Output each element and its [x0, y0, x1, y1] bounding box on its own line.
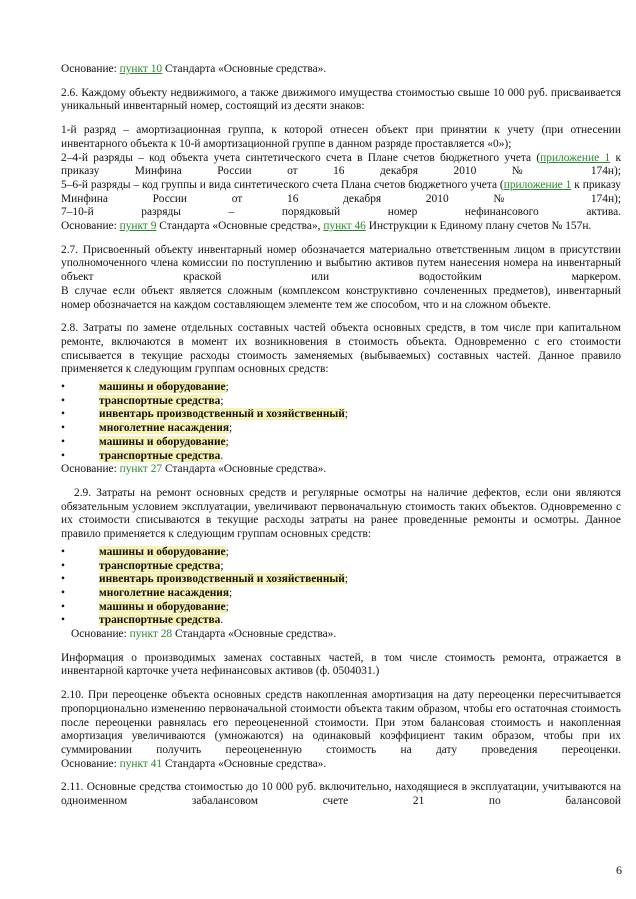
digit-line-2: 2–4-й разряды – код объекта учета синтетического счета в Плане счетов бюджетного учета (приложение 1 к приказу Минфина России от 16 декабря 2010 № 174н); — [61, 151, 621, 178]
standard-link-point-41[interactable]: пункт 41 — [119, 757, 163, 770]
list-item: • транспортные средства. — [61, 614, 224, 627]
bullet-icon: • — [61, 449, 65, 462]
bullet-icon: • — [61, 408, 65, 421]
bullet-icon: • — [61, 435, 65, 448]
digit-line-1: 1-й разряд – амортизационная группа, к которой отнесен объект при принятии к учету (при отнесении инвентарного объекта к 10-й амортизационной группе в данном разряде проставляется «0»); — [61, 124, 621, 150]
list-item: • инвентарь производственный и хозяйственный; — [61, 408, 349, 421]
list-item: • инвентарь производственный и хозяйственный; — [61, 573, 349, 586]
asset-group-list — [61, 381, 621, 463]
paragraph-2-7 — [61, 244, 621, 313]
list-item: • машины и оборудование; — [61, 381, 229, 394]
inventory-number-digits — [61, 124, 621, 234]
basis-text: Стандарта «Основные средства». — [162, 63, 327, 75]
bullet-icon: • — [61, 422, 65, 435]
list-item: • транспортные средства. — [61, 449, 224, 462]
paragraph-repair-info: Информация о производимых заменах составных частей, в том числе стоимость ремонта, отражается в инвентарной карточке учета нефинансовых активов (ф. 0504031.) — [61, 651, 621, 678]
list-item: • машины и оборудование; — [61, 600, 229, 613]
bullet-icon: • — [61, 600, 65, 613]
paragraph-2-7-line-2: В случае если объект является сложным (комплексом конструктивно сочлененных предметов), инвентарный номер обозначается на каждом составляющем элементе тем же способом, что и на сложном объекте. — [61, 284, 621, 311]
paragraph-2-6: 2.6. Каждому объекту недвижимого, а также движимого имущества стоимостью свыше 10 000 руб. присваивается уникальный инвентарный номер, состоящий из десяти знаков: — [61, 86, 621, 113]
list-item: • машины и оборудование; — [61, 435, 229, 448]
list-item: • машины и оборудование; — [61, 545, 229, 558]
bullet-icon: • — [61, 573, 65, 586]
asset-group-list — [61, 546, 621, 628]
list-item: • многолетние насаждения; — [61, 586, 233, 599]
instruction-link-point-46[interactable]: пункт 46 — [323, 220, 366, 233]
bullet-icon: • — [61, 559, 65, 572]
paragraph-2-8: 2.8. Затраты по замене отдельных составных частей объекта основных средств, в том числе при капитальном ремонте, включаются в момент их возникновения в стоимость объекта. Одновременно с его стоимости списывается в текущие расходы стоимость заменяемых (выбываемых) составных частей. Данное правило применяется к следующим группам основных средств: — [61, 322, 621, 376]
standard-link-point-27[interactable]: пункт 27 — [119, 463, 163, 476]
basis-paragraph: Основание: пункт 9 Стандарта «Основные средства», пункт 46 Инструкции к Единому плану счетов № 157н. — [61, 220, 592, 233]
basis-paragraph: Основание: пункт 28 Стандарта «Основные средства». — [71, 628, 337, 641]
paragraph-2-9: 2.9. Затраты на ремонт основных средств и регулярные осмотры на наличие дефектов, если они являются обязательным условием эксплуатации, увеличивают первоначальную стоимость таких объектов. Одновременно с их стоимости списываются в текущие расходы затраты на ранее проведенные ремонты и осмотры. Данное правило применяется к следующим группам основных средств: — [61, 486, 621, 541]
paragraph-2-11: 2.11. Основные средства стоимостью до 10 000 руб. включительно, находящиеся в эксплуатации, учитываются на одноименном забалансовом счете 21 по балансовой — [61, 781, 621, 808]
digit-line-3: 5–6-й разряды – код группы и вида синтетического счета Плана счетов бюджетного учета (приложение 1 к приказу Минфина России от 16 декабря 2010 № 174н); — [61, 178, 621, 205]
bullet-icon: • — [61, 381, 65, 394]
bullet-icon: • — [61, 586, 65, 599]
bullet-icon: • — [61, 394, 65, 407]
appendix-link[interactable]: приложение 1 — [540, 151, 611, 164]
basis-label: Основание: — [61, 63, 120, 75]
basis-paragraph: Основание: пункт 27 Стандарта «Основные средства». — [61, 463, 327, 476]
basis-paragraph — [61, 63, 621, 77]
basis-paragraph: Основание: пункт 41 Стандарта «Основные средства». — [61, 757, 327, 770]
paragraph-2-10: 2.10. При переоценке объекта основных средств накопленная амортизация на дату переоценки пересчитывается пропорционально изменению первоначальной стоимости объекта таким образом, чтобы его остаточная стоимость после переоценки равнялась его переоцененной стоимости. При этом балансовая стоимость и накопленная амортизация увеличиваются (умножаются) на одинаковый коэффициент таким образом, чтобы при их суммировании получить переоцененную стоимость на дату проведения переоценки. — [61, 689, 621, 756]
page-number: 6 — [616, 863, 622, 877]
paragraph-2-7-line-1: 2.7. Присвоенный объекту инвентарный номер обозначается материально ответственным лицом в присутствии уполномоченного члена комиссии по поступлению и выбытию активов путем нанесения номера на инвентарный объект краской или водостойким маркером. — [61, 243, 621, 284]
standard-link-point-28[interactable]: пункт 28 — [129, 628, 173, 641]
appendix-link[interactable]: приложение 1 — [503, 178, 572, 191]
bullet-icon: • — [61, 614, 65, 627]
list-item: • транспортные средства; — [61, 394, 224, 407]
standard-link-point-9[interactable]: пункт 9 — [119, 220, 157, 233]
standard-link-point-10[interactable]: пункт 10 — [119, 63, 163, 75]
bullet-icon: • — [61, 545, 65, 558]
document-body — [61, 63, 621, 809]
list-item: • многолетние насаждения; — [61, 422, 233, 435]
list-item: • транспортные средства; — [61, 559, 224, 572]
digit-line-4: 7–10-й разряды – порядковый номер нефинансового актива. — [61, 206, 621, 219]
